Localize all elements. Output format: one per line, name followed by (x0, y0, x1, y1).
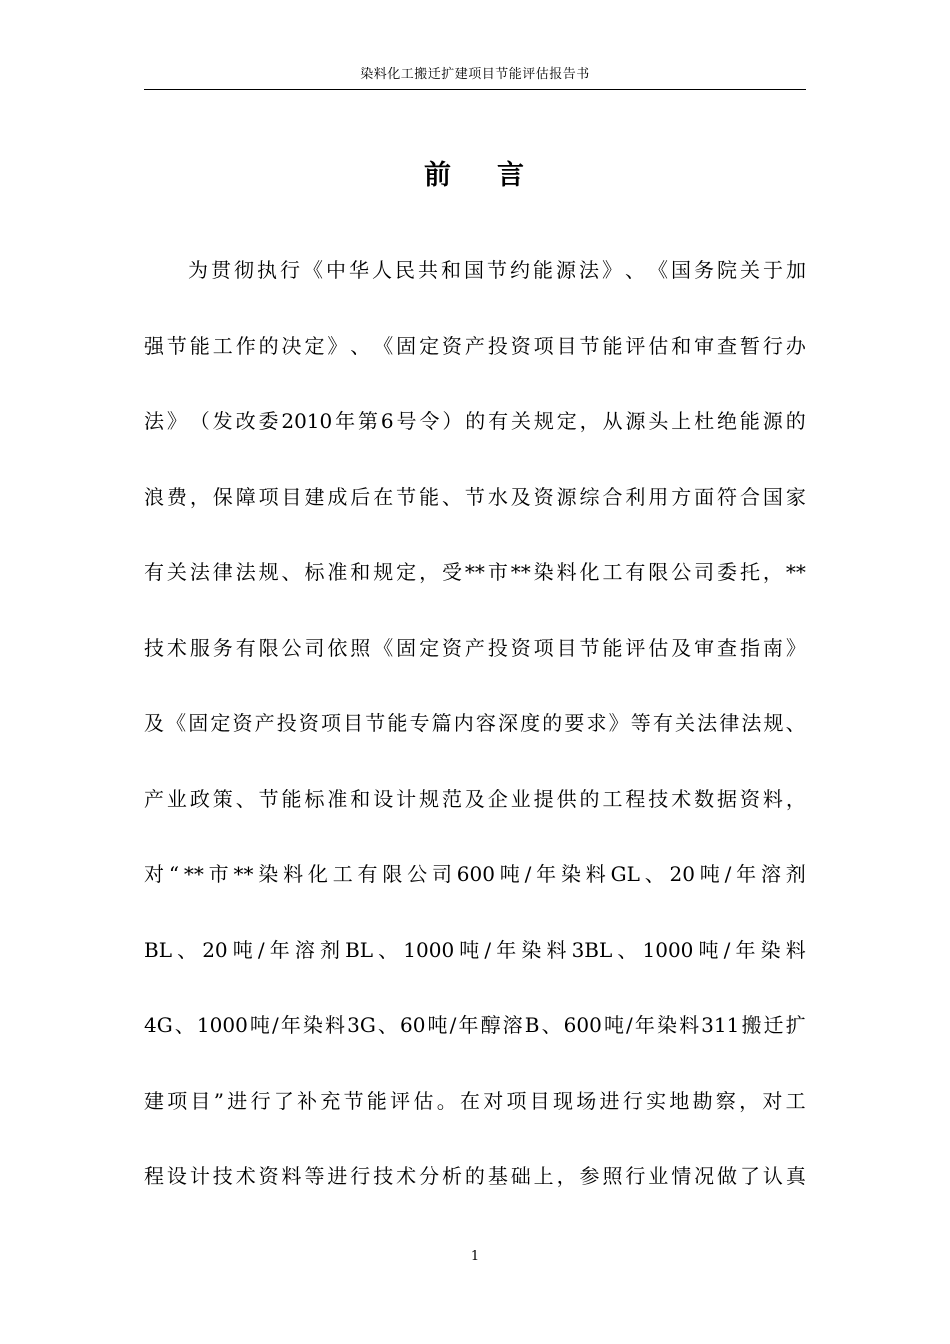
running-header: 染料化工搬迁扩建项目节能评估报告书 (360, 67, 590, 82)
paragraph-line-6: 技 术 服 务 有 限 公 司 依 照 《 固 定 资 产 投 资 项 目 节 能 评 估 及 审 查 指 南 》 (144, 635, 806, 660)
paragraph-line-8: 产 业 政 策 、 节 能 标 准 和 设 计 规 范 及 企 业 提 供 的 工 程 技 术 数 据 资 料 ， (144, 786, 806, 811)
paragraph-line-4: 浪 费 ， 保 障 项 目 建 成 后 在 节 能 、 节 水 及 资 源 综 合 利 用 方 面 符 合 国 家 (144, 484, 806, 509)
paragraph-line-12: 建 项 目 ” 进 行 了 补 充 节 能 评 估 。 在 对 项 目 现 场 进 行 实 地 勘 察 ， 对 工 (144, 1088, 806, 1113)
paragraph-line-7: 及 《 固 定 资 产 投 资 项 目 节 能 专 篇 内 容 深 度 的 要 求 》 等 有 关 法 律 法 规 、 (144, 711, 806, 735)
paragraph-line-13: 程 设 计 技 术 资 料 等 进 行 技 术 分 析 的 基 础 上 ， 参 照 行 业 情 况 做 了 认 真 (144, 1164, 806, 1188)
paragraph-line-3: 法 》 （ 发 改 委 2010 年 第 6 号 令 ） 的 有 关 规 定 ， 从 源 头 上 杜 绝 能 源 的 (144, 409, 806, 433)
page-title (0, 156, 950, 196)
preface-paragraph (144, 250, 806, 1232)
title-char-1: 前 (424, 160, 453, 191)
paragraph-line-9: 对 “ ** 市 ** 染 料 化 工 有 限 公 司 600 吨 / 年 染 料 GL 、 20 吨 / 年 溶 剂 (144, 862, 806, 886)
header-rule (144, 89, 806, 90)
paragraph-line-1: 为 贯 彻 执 行 《 中 华 人 民 共 和 国 节 约 能 源 法 》 、 《 国 务 院 关 于 加 (188, 258, 806, 282)
paragraph-line-11: 4G 、 1000 吨 / 年 染 料 3G 、 60 吨 / 年 醇 溶 B 、 600 吨 / 年 染 料 311 搬 迁 扩 (144, 1013, 806, 1037)
page-number: 1 (470, 1249, 480, 1264)
paragraph-line-5: 有 关 法 律 法 规 、 标 准 和 规 定 ， 受 ** 市 ** 染 料 化 工 有 限 公 司 委 托 ， ** (144, 560, 806, 584)
paragraph-line-10: BL 、 20 吨 / 年 溶 剂 BL 、 1000 吨 / 年 染 料 3BL 、 1000 吨 / 年 染 料 (144, 937, 806, 962)
title-char-2: 言 (497, 160, 526, 191)
paragraph-line-2: 强 节 能 工 作 的 决 定 》 、 《 固 定 资 产 投 资 项 目 节 能 评 估 和 审 查 暂 行 办 (144, 333, 806, 358)
